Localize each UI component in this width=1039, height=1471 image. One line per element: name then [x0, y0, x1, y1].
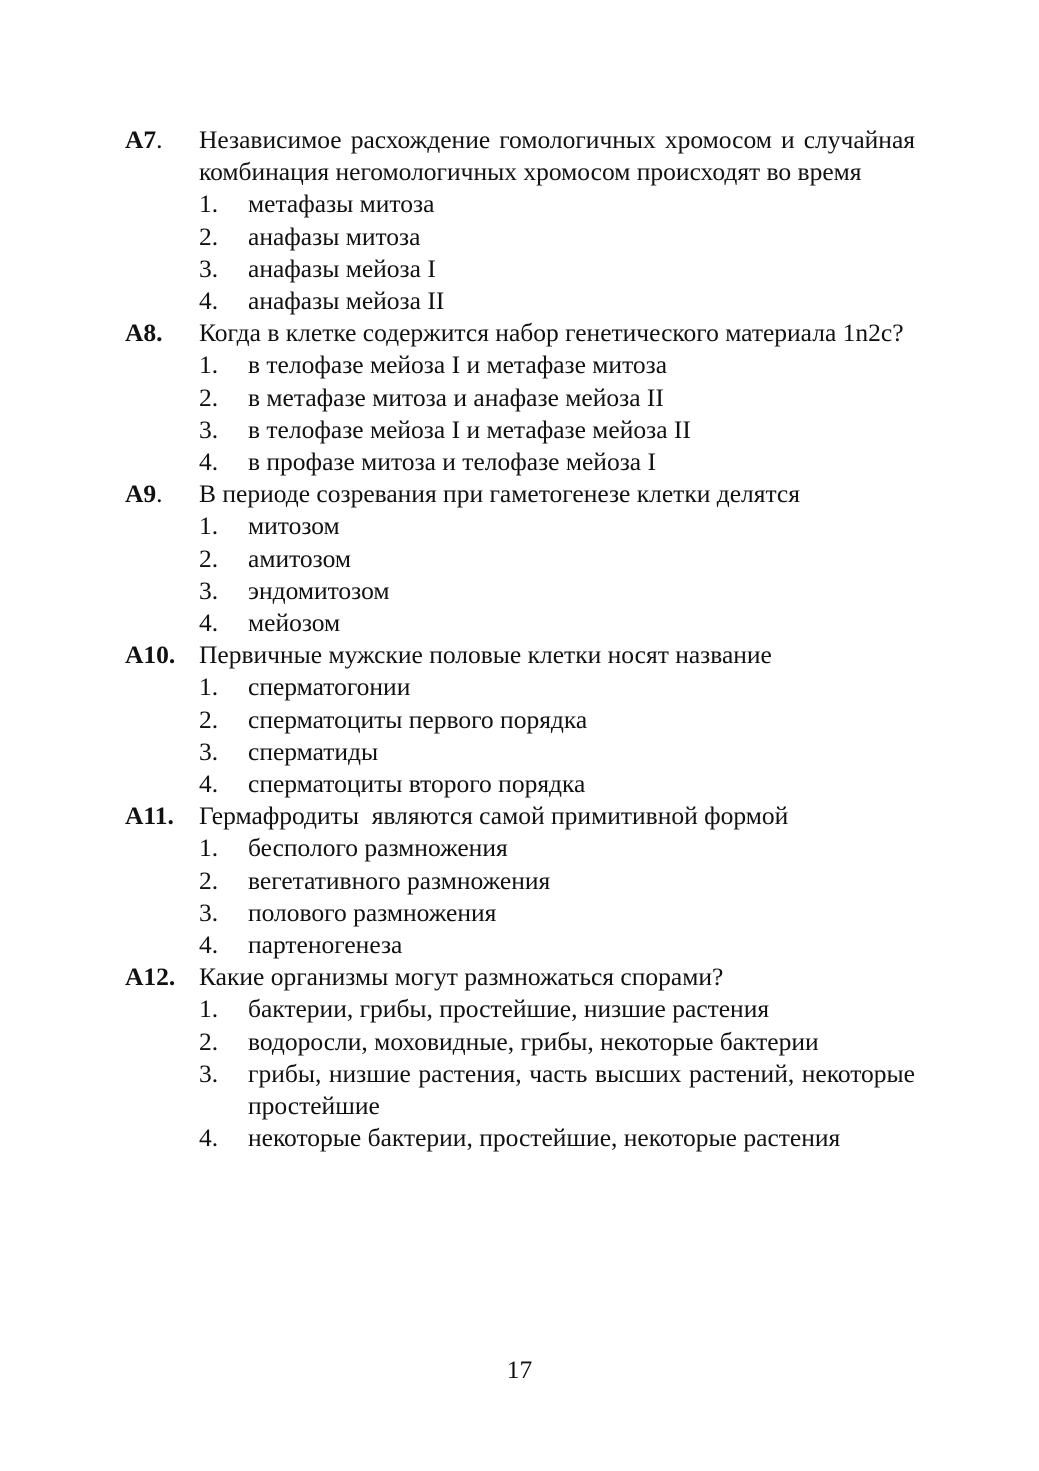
answer-option: [199, 607, 915, 639]
answer-option: [199, 446, 915, 478]
answer-option: [199, 1122, 915, 1154]
answer-option: [199, 929, 915, 961]
answer-option: [199, 414, 915, 446]
option-number: 2.: [199, 543, 219, 573]
answer-options: [125, 188, 915, 317]
question-text: В периоде созревания при гаметогенезе клетки делятся: [199, 479, 800, 509]
option-number: 3.: [199, 736, 219, 766]
option-number: 4.: [199, 930, 219, 960]
option-number: 3.: [199, 253, 219, 283]
option-text: полового размножения: [248, 897, 497, 927]
question-number: А8.: [125, 318, 163, 348]
option-text: эндомитозом: [248, 575, 390, 605]
option-text: водоросли, моховидные, грибы, некоторые бактерии: [248, 1026, 819, 1056]
option-number: 4.: [199, 769, 219, 799]
option-number: 3.: [199, 1058, 219, 1088]
option-number: 3.: [199, 575, 219, 605]
option-text: метафазы митоза: [248, 189, 435, 219]
answer-options: [125, 993, 915, 1154]
question-text: Первичные мужские половые клетки носят название: [199, 640, 772, 670]
option-number: 1.: [199, 833, 219, 863]
option-text: мейозом: [248, 608, 341, 638]
option-number: 1.: [199, 511, 219, 541]
answer-options: [125, 832, 915, 961]
question-text: Гермафродиты являются самой примитивной формой: [199, 801, 789, 831]
answer-option: [199, 221, 915, 253]
option-text: в профазе митоза и телофазе мейоза I: [248, 447, 656, 477]
option-text: в метафазе митоза и анафазе мейоза II: [248, 382, 664, 412]
option-text: вегетативного размножения: [248, 865, 551, 895]
option-number: 2.: [199, 221, 219, 251]
option-number: 2.: [199, 382, 219, 412]
option-text: анафазы мейоза I: [248, 253, 436, 283]
option-text: сперматоциты первого порядка: [248, 704, 588, 734]
option-number: 4.: [199, 1123, 219, 1153]
option-number: 4.: [199, 447, 219, 477]
answer-option: [199, 253, 915, 285]
question-number: А12.: [125, 962, 176, 992]
option-text: сперматоциты второго порядка: [248, 769, 586, 799]
question-text: Какие организмы могут размножаться спорами?: [199, 962, 724, 992]
option-text: анафазы мейоза II: [248, 286, 445, 316]
answer-option: [199, 993, 915, 1025]
option-text: сперматогонии: [248, 672, 411, 702]
question-number: А9.: [125, 479, 163, 509]
answer-option: [199, 865, 915, 897]
option-number: 2.: [199, 704, 219, 734]
question-number: А7.: [125, 125, 163, 154]
question-text: Когда в клетке содержится набор генетического материала 1n2c?: [199, 318, 904, 348]
answer-options: [125, 349, 915, 478]
answer-option: [199, 671, 915, 703]
option-number: 4.: [199, 286, 219, 316]
option-text: бактерии, грибы, простейшие, низшие растения: [248, 994, 770, 1024]
answer-option: [199, 543, 915, 575]
option-text: бесполого размножения: [248, 833, 508, 863]
page-number: 17: [506, 1355, 533, 1384]
option-number: 1.: [199, 350, 219, 380]
option-text: партеногенеза: [248, 930, 403, 960]
option-text: амитозом: [248, 543, 351, 573]
answer-option: [199, 188, 915, 220]
answer-option: [199, 382, 915, 414]
question-a10: [125, 639, 915, 800]
answer-option: [199, 510, 915, 542]
question-a12: [125, 961, 915, 1154]
answer-option: [199, 575, 915, 607]
answer-option: [199, 1026, 915, 1058]
question-text: Независимое расхождение гомологичных хромосом и случайная комбинация негомологичных хромосом происходят во время: [199, 125, 915, 187]
question-list: [125, 124, 915, 1155]
answer-options: [125, 510, 915, 639]
option-number: 2.: [199, 1026, 219, 1056]
question-number: А11.: [125, 801, 174, 831]
option-number: 1.: [199, 994, 219, 1024]
option-text: некоторые бактерии, простейшие, некоторые растения: [248, 1123, 841, 1153]
answer-option: [199, 736, 915, 768]
question-a7: [125, 124, 915, 317]
question-number: А10.: [125, 640, 176, 670]
answer-option: [199, 1058, 915, 1122]
option-text: в телофазе мейоза I и метафазе мейоза II: [248, 414, 691, 444]
question-a8: [125, 317, 915, 478]
answer-option: [199, 832, 915, 864]
option-number: 4.: [199, 608, 219, 638]
question-a11: [125, 800, 915, 961]
option-number: 3.: [199, 897, 219, 927]
option-text: митозом: [248, 511, 340, 541]
answer-option: [199, 349, 915, 381]
answer-option: [199, 897, 915, 929]
option-text: в телофазе мейоза I и метафазе митоза: [248, 350, 668, 380]
answer-option: [199, 285, 915, 317]
option-text: сперматиды: [248, 736, 379, 766]
answer-options: [125, 671, 915, 800]
option-text: анафазы митоза: [248, 221, 421, 251]
answer-option: [199, 704, 915, 736]
option-number: 3.: [199, 414, 219, 444]
question-a9: [125, 478, 915, 639]
option-text: грибы, низшие растения, часть высших растений, некоторые простейшие: [248, 1058, 915, 1121]
option-number: 2.: [199, 865, 219, 895]
answer-option: [199, 768, 915, 800]
option-number: 1.: [199, 672, 219, 702]
option-number: 1.: [199, 189, 219, 219]
